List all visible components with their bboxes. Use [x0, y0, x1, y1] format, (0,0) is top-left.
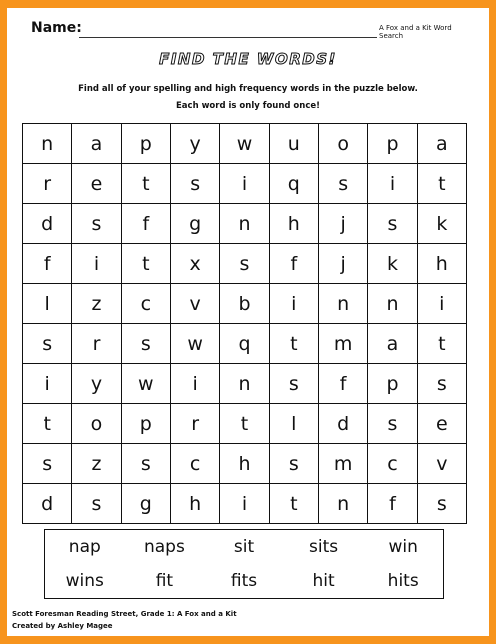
word-list-item: fits [230, 571, 258, 591]
puzzle-cell: o [72, 404, 121, 444]
puzzle-cell: p [368, 124, 417, 164]
word-list-item: win [388, 537, 418, 557]
footer-credit-line-2: Created by Ashley Magee [12, 622, 113, 630]
puzzle-cell: w [220, 124, 269, 164]
puzzle-cell: y [171, 124, 220, 164]
word-list-item: hits [387, 571, 419, 591]
puzzle-cell: i [23, 364, 72, 404]
puzzle-cell: a [368, 324, 417, 364]
puzzle-cell: m [319, 444, 368, 484]
puzzle-cell: z [72, 284, 121, 324]
page-heading: FIND THE WORDS! [159, 50, 337, 68]
word-list-item: wins [65, 571, 104, 591]
puzzle-cell: h [171, 484, 220, 524]
name-line [79, 37, 377, 38]
puzzle-cell: w [122, 364, 171, 404]
puzzle-cell: n [220, 204, 269, 244]
puzzle-cell: j [319, 204, 368, 244]
puzzle-cell: c [171, 444, 220, 484]
puzzle-cell: c [122, 284, 171, 324]
word-search-grid [22, 123, 467, 524]
puzzle-cell: s [23, 324, 72, 364]
puzzle-cell: t [23, 404, 72, 444]
puzzle-cell: i [270, 284, 319, 324]
puzzle-cell: a [72, 124, 121, 164]
puzzle-cell: s [122, 324, 171, 364]
puzzle-cell: s [171, 164, 220, 204]
puzzle-cell: s [72, 484, 121, 524]
puzzle-cell: t [220, 404, 269, 444]
puzzle-cell: h [418, 244, 467, 284]
puzzle-cell: s [418, 484, 467, 524]
puzzle-cell: k [368, 244, 417, 284]
puzzle-cell: d [23, 204, 72, 244]
puzzle-cell: f [319, 364, 368, 404]
puzzle-cell: t [418, 324, 467, 364]
puzzle-cell: v [171, 284, 220, 324]
puzzle-cell: r [72, 324, 121, 364]
puzzle-cell: i [368, 164, 417, 204]
puzzle-cell: s [368, 404, 417, 444]
puzzle-cell: s [220, 244, 269, 284]
puzzle-cell: i [220, 164, 269, 204]
puzzle-cell: v [418, 444, 467, 484]
puzzle-cell: h [270, 204, 319, 244]
puzzle-cell: g [122, 484, 171, 524]
puzzle-cell: n [319, 484, 368, 524]
word-list-item: nap [68, 537, 101, 557]
puzzle-cell: p [368, 364, 417, 404]
puzzle-cell: r [171, 404, 220, 444]
puzzle-cell: q [220, 324, 269, 364]
puzzle-cell: s [270, 444, 319, 484]
puzzle-cell: a [418, 124, 467, 164]
puzzle-cell: t [122, 164, 171, 204]
word-list-item: sit [233, 537, 255, 557]
puzzle-cell: b [220, 284, 269, 324]
puzzle-cell: i [418, 284, 467, 324]
puzzle-cell: f [23, 244, 72, 284]
puzzle-cell: i [72, 244, 121, 284]
word-list-item: sits [309, 537, 339, 557]
puzzle-cell: s [72, 204, 121, 244]
puzzle-cell: f [122, 204, 171, 244]
puzzle-cell: t [270, 324, 319, 364]
puzzle-cell: f [270, 244, 319, 284]
puzzle-cell: s [270, 364, 319, 404]
puzzle-cell: x [171, 244, 220, 284]
puzzle-cell: i [171, 364, 220, 404]
name-row [31, 20, 471, 40]
puzzle-cell: e [72, 164, 121, 204]
instructions-line-1: Find all of your spelling and high frequency words in the puzzle below. [78, 84, 418, 94]
puzzle-cell: t [418, 164, 467, 204]
puzzle-cell: n [319, 284, 368, 324]
puzzle-cell: n [220, 364, 269, 404]
puzzle-cell: k [418, 204, 467, 244]
word-list-item: hit [312, 571, 335, 591]
puzzle-cell: q [270, 164, 319, 204]
puzzle-cell: s [418, 364, 467, 404]
name-label: Name: [31, 20, 82, 36]
puzzle-cell: e [418, 404, 467, 444]
instructions-line-2: Each word is only found once! [175, 101, 320, 111]
puzzle-cell: l [23, 284, 72, 324]
word-list-item: naps [143, 537, 185, 557]
puzzle-cell: c [368, 444, 417, 484]
word-list-item: fit [155, 571, 174, 591]
puzzle-cell: s [23, 444, 72, 484]
puzzle-cell: n [368, 284, 417, 324]
footer-credit-line-1: Scott Foresman Reading Street, Grade 1: A Fox and a Kit [12, 610, 237, 618]
puzzle-cell: r [23, 164, 72, 204]
puzzle-cell: f [368, 484, 417, 524]
puzzle-cell: p [122, 404, 171, 444]
puzzle-cell: d [23, 484, 72, 524]
puzzle-cell: y [72, 364, 121, 404]
puzzle-cell: m [319, 324, 368, 364]
puzzle-cell: d [319, 404, 368, 444]
puzzle-cell: p [122, 124, 171, 164]
puzzle-cell: n [23, 124, 72, 164]
worksheet [7, 8, 489, 636]
puzzle-cell: u [270, 124, 319, 164]
puzzle-cell: s [122, 444, 171, 484]
puzzle-cell: h [220, 444, 269, 484]
puzzle-cell: j [319, 244, 368, 284]
puzzle-cell: t [122, 244, 171, 284]
puzzle-cell: z [72, 444, 121, 484]
word-list-box [44, 529, 444, 599]
puzzle-cell: s [368, 204, 417, 244]
puzzle-cell: l [270, 404, 319, 444]
sheet-title: A Fox and a Kit Word Search [379, 24, 452, 40]
puzzle-cell: g [171, 204, 220, 244]
puzzle-cell: w [171, 324, 220, 364]
puzzle-cell: s [319, 164, 368, 204]
puzzle-cell: t [270, 484, 319, 524]
puzzle-cell: o [319, 124, 368, 164]
puzzle-cell: i [220, 484, 269, 524]
